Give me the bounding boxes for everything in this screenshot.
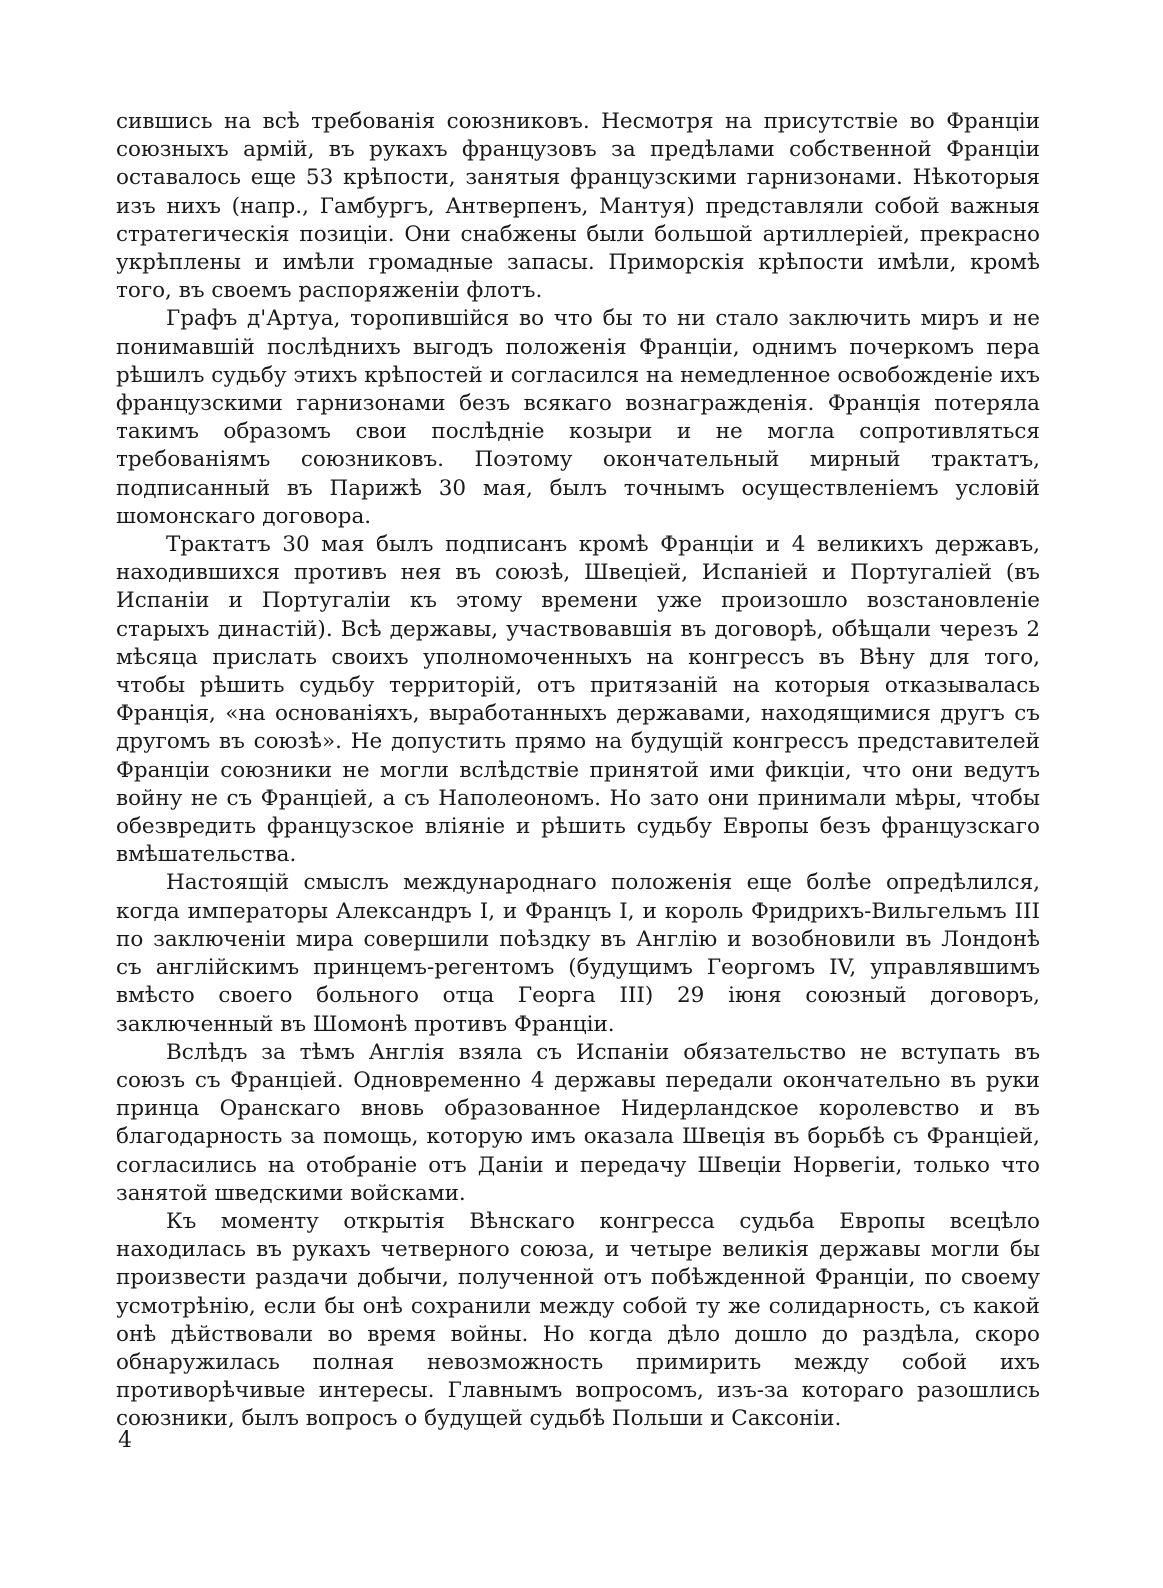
paragraph-3: Трактатъ 30 мая былъ подписанъ кромѣ Франціи и 4 великихъ державъ, находившихся противъ нея въ союзѣ, Швеціей, Испаніей и Португаліей (въ Испаніи и Португаліи къ этому времени уже произошло возстановленіе старыхъ династій). Всѣ державы, участвовавшія въ договорѣ, обѣщали черезъ 2 мѣсяца прислать своихъ уполномоченныхъ на конгрессъ въ Вѣну для того, чтобы рѣшить судьбу территорій, отъ притязаній на которыя отказывалась Франція, «на основаніяхъ, выработанныхъ державами, находящимися другъ съ другомъ въ союзѣ». Не допустить прямо на будущій конгрессъ представителей Франціи союзники не могли вслѣдствіе принятой ими фикціи, что они ведутъ войну не съ Франціей, а съ Наполеономъ. Но зато они принимали мѣры, чтобы обезвредить французское вліяніе и рѣшить судьбу Европы безъ французскаго вмѣшательства. <box>116 532 1040 868</box>
paragraph-6: Къ моменту открытія Вѣнскаго конгресса судьба Европы всецѣло находилась въ рукахъ четверного союза, и четыре великія державы могли бы произвести раздачи добычи, полученной отъ побѣжденной Франціи, по своему усмотрѣнію, если бы онѣ сохранили между собой ту же солидарность, съ какой онѣ дѣйствовали во время войны. Но когда дѣло дошло до раздѣла, скоро обнаружилась полная невозможность примирить между собой ихъ противорѣчивые интересы. Главнымъ вопросомъ, изъ-за котораго разошлись союзники, былъ вопросъ о будущей судьбѣ Польши и Саксоніи. <box>116 1208 1040 1432</box>
paragraph-4: Настоящій смыслъ международнаго положенія еще болѣе опредѣлился, когда императоры Александръ I, и Францъ I, и король Фридрихъ-Вильгельмъ III по заключеніи мира совершили поѣздку въ Англію и возобновили въ Лондонѣ съ англійскимъ принцемъ-регентомъ (будущимъ Георгомъ IV, управлявшимъ вмѣсто своего больного отца Георга III) 29 іюня союзный договоръ, заключенный въ Шомонѣ противъ Франціи. <box>116 870 1040 1037</box>
page-number: 4 <box>118 1428 132 1453</box>
main-text <box>116 108 1040 1434</box>
paragraph-5: Вслѣдъ за тѣмъ Англія взяла съ Испаніи обязательство не вступать въ союзъ съ Франціей. Одновременно 4 державы передали окончательно въ руки принца Оранскаго вновь образованное Нидерландское королевство и въ благодарность за помощь, которую имъ оказала Швеція въ борьбѣ съ Франціей, согласились на отобраніе отъ Даніи и передачу Швеціи Норвегіи, только что занятой шведскими войсками. <box>116 1039 1040 1206</box>
paragraph-2: Графъ д'Артуа, торопившійся во что бы то ни стало заключить миръ и не понимавшій послѣднихъ выгодъ положенія Франціи, однимъ почеркомъ пера рѣшилъ судьбу этихъ крѣпостей и согласился на немедленное освобожденіе ихъ французскими гарнизонами безъ всякаго вознагражденія. Франція потеряла такимъ образомъ свои послѣдніе козыри и не могла сопротивляться требованіямъ союзниковъ. Поэтому окончательный мирный трактатъ, подписанный въ Парижѣ 30 мая, былъ точнымъ осуществленіемъ условій шомонскаго договора. <box>116 306 1040 529</box>
paragraph-1: сившись на всѣ требованія союзниковъ. Несмотря на присутствіе во Франціи союзныхъ армій, въ рукахъ французовъ за предѣлами собственной Франціи оставалось еще 53 крѣпости, занятыя французскими гарнизонами. Нѣкоторыя изъ нихъ (напр., Гамбургъ, Антверпенъ, Мантуя) представляли собой важныя стратегическія позиціи. Они снабжены были большой артиллеріей, прекрасно укрѣплены и имѣли громадные запасы. Приморскія крѣпости имѣли, кромѣ того, въ своемъ распоряженіи флотъ. <box>116 109 1040 304</box>
